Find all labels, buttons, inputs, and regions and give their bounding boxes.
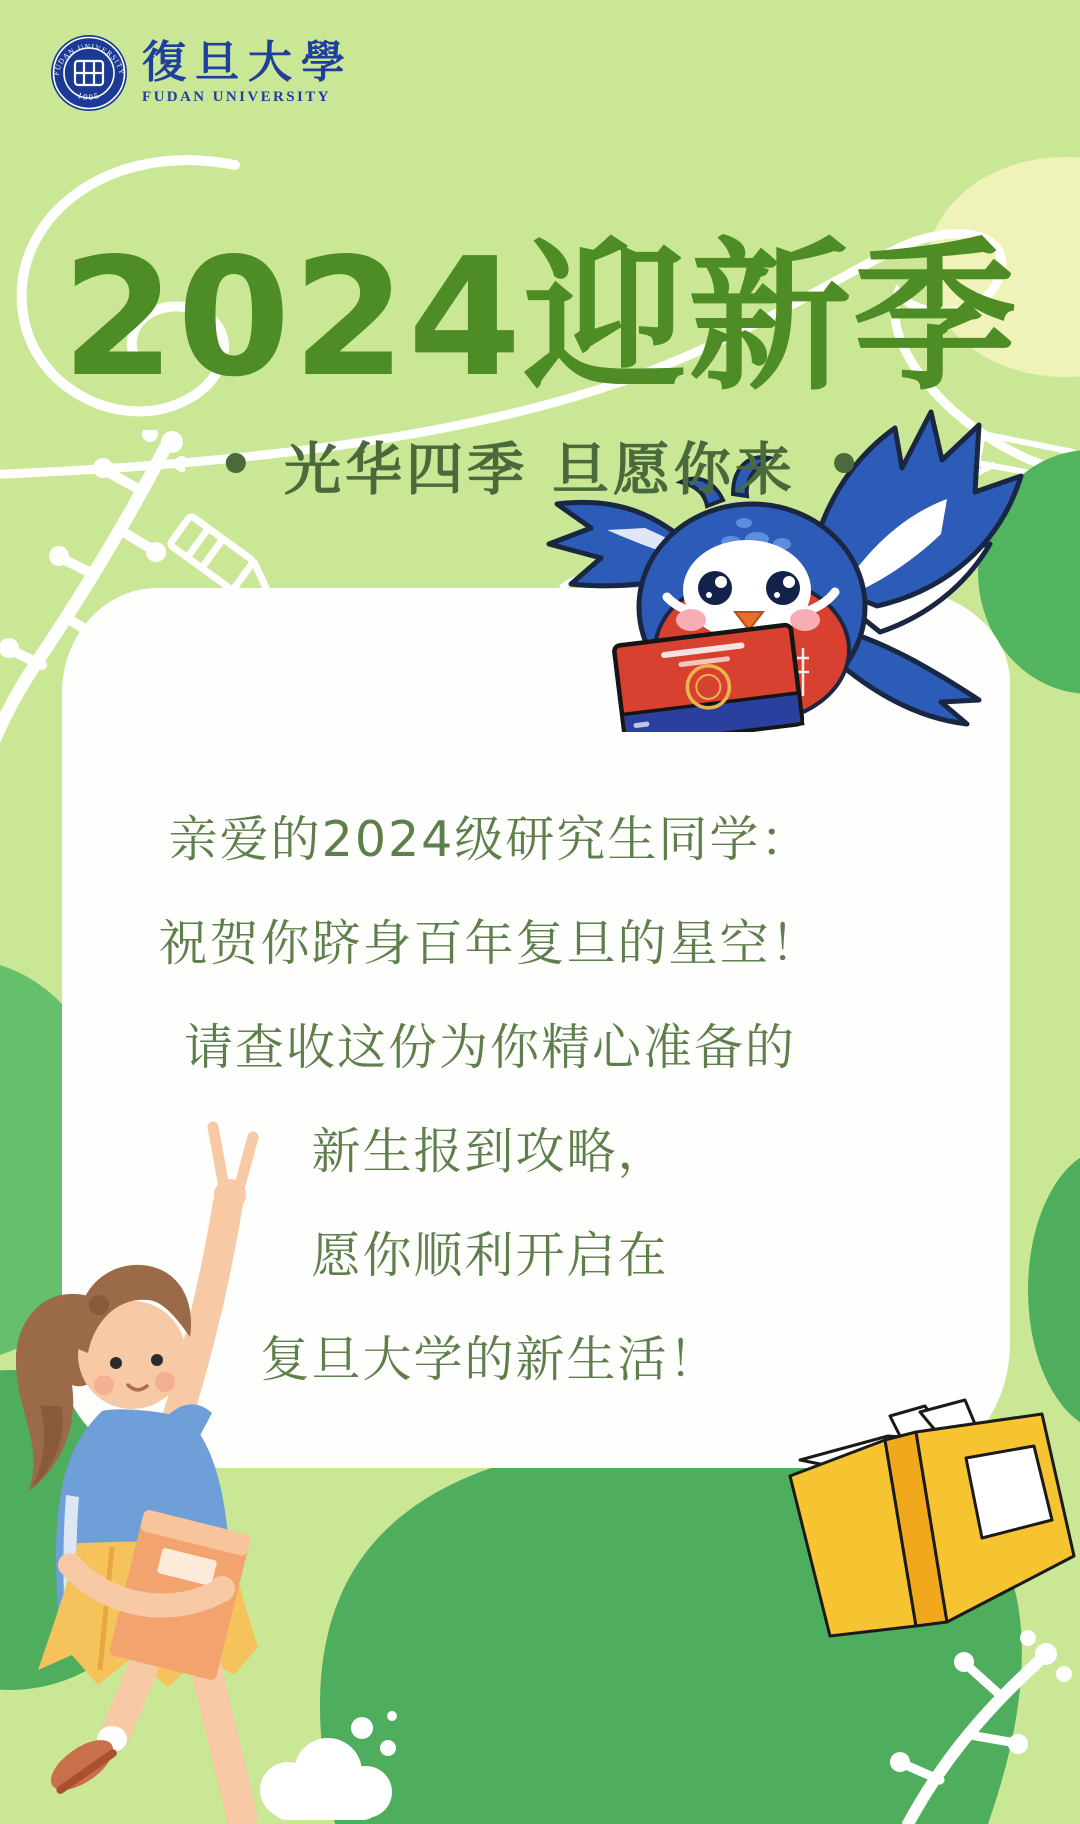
bullet-right: • [825,432,863,498]
girl-head [77,1265,191,1409]
letter-line: 祝贺你跻身百年复旦的星空！ [158,915,822,972]
bullet-left: • [217,432,255,498]
seal-ring-text: FUDAN UNIVERSITY [51,41,127,77]
seal-year-text: 1905 [76,89,102,103]
subtitle-row [0,424,1080,506]
subtitle: 光华四季 旦愿你来 [284,437,796,503]
fudan-logo [50,34,354,112]
fudan-calligraphy: 復旦大學 [142,37,354,89]
admission-letter-envelope [614,624,803,732]
letter-line: 复旦大学的新生活！ [260,1331,720,1388]
fudan-latin-name: FUDAN UNIVERSITY [142,88,331,105]
green-blob-right-edge [1025,1150,1080,1440]
main-title: 2024迎新季 [61,224,1019,413]
letter-line: 请查收这份为你精心准备的 [183,1019,796,1076]
girl-illustration [0,1095,340,1824]
open-book-illustration [770,1398,1080,1660]
letter-line: 愿你顺利开启在 [311,1227,669,1284]
letter-line: 新生报到攻略， [311,1123,669,1180]
fudan-seal-icon [50,34,128,112]
girl-raised-arm [178,1127,253,1415]
letter-line: 亲爱的2024级研究生同学： [168,811,812,868]
